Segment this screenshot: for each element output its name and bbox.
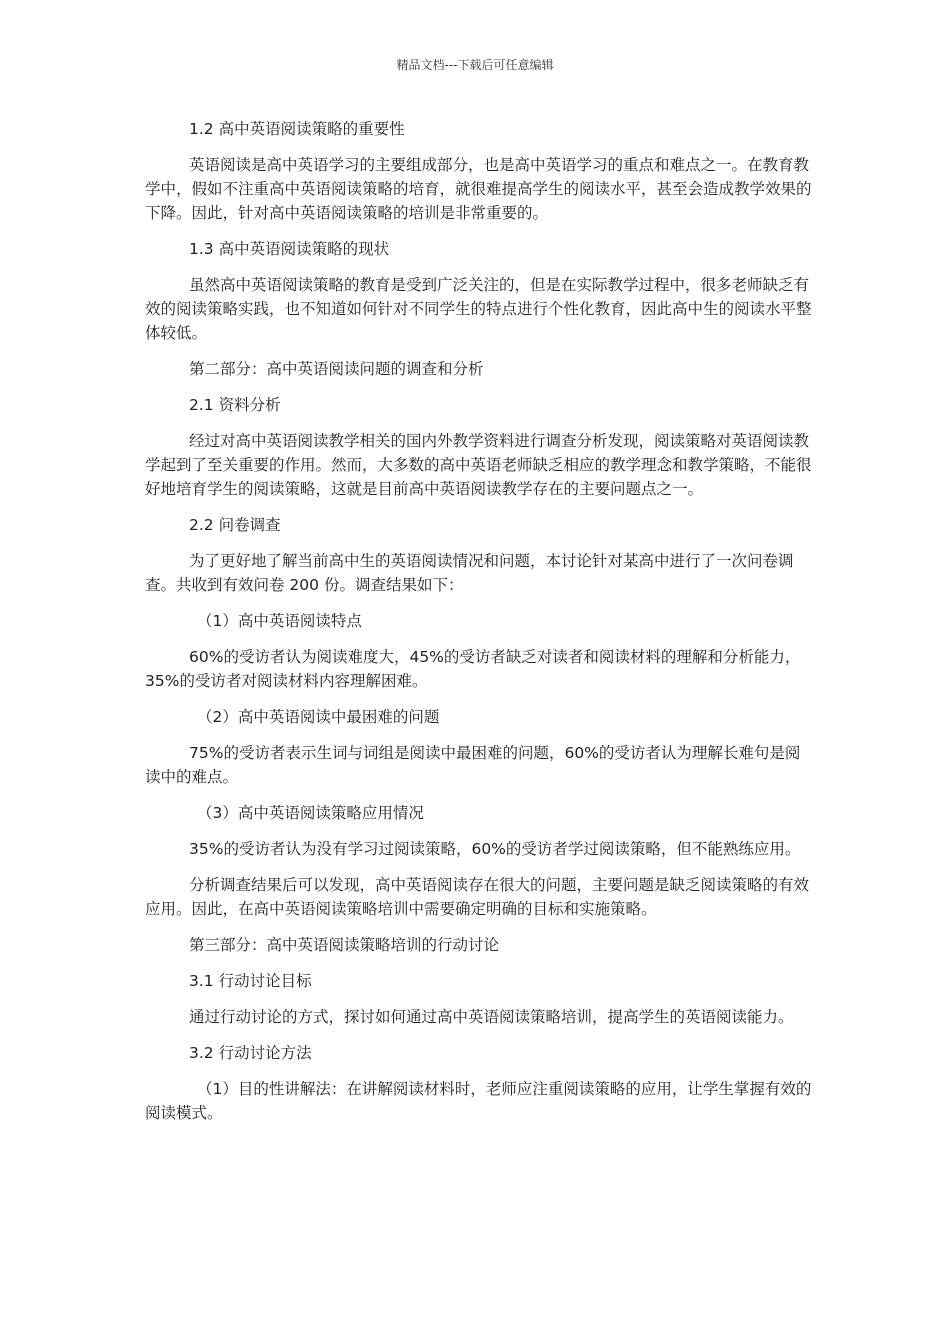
section-heading-2-1: 2.1 资料分析: [189, 396, 281, 414]
part-heading-2: 第二部分：高中英语阅读问题的调查和分析: [189, 360, 484, 378]
page-header-banner: 精品文档---下载后可任意编辑: [396, 58, 554, 72]
section-heading-3-2: 3.2 行动讨论方法: [189, 1044, 312, 1062]
survey-item-2-title: （2）高中英语阅读中最困难的问题: [197, 708, 440, 726]
paragraph-1-3: 虽然高中英语阅读策略的教育是受到广泛关注的，但是在实际教学过程中，很多老师缺乏有效的阅读策略实践，也不知道如何针对不同学生的特点进行个性化教育，因此高中生的阅读水平整体较低。: [145, 276, 812, 342]
paragraph-1-2: 英语阅读是高中英语学习的主要组成部分，也是高中英语学习的重点和难点之一。在教育教学中，假如不注重高中英语阅读策略的培育，就很难提高学生的阅读水平，甚至会造成教学效果的下降。因此，针对高中英语阅读策略的培训是非常重要的。: [145, 156, 812, 222]
survey-item-1-text: 60%的受访者认为阅读难度大，45%的受访者缺乏对读者和阅读材料的理解和分析能力，35%的受访者对阅读材料内容理解困难。: [145, 648, 801, 690]
method-item-1: （1）目的性讲解法：在讲解阅读材料时，老师应注重阅读策略的应用，让学生掌握有效的阅读模式。: [145, 1080, 812, 1122]
paragraph-2-2: 为了更好地了解当前高中生的英语阅读情况和问题，本讨论针对某高中进行了一次问卷调查。共收到有效问卷 200 份。调查结果如下：: [145, 552, 794, 594]
analysis-paragraph: 分析调查结果后可以发现，高中英语阅读存在很大的问题，主要问题是缺乏阅读策略的有效应用。因此，在高中英语阅读策略培训中需要确定明确的目标和实施策略。: [145, 876, 810, 918]
paragraph-3-1: 通过行动讨论的方式，探讨如何通过高中英语阅读策略培训，提高学生的英语阅读能力。: [189, 1008, 794, 1026]
section-heading-1-2: 1.2 高中英语阅读策略的重要性: [189, 120, 405, 138]
section-heading-1-3: 1.3 高中英语阅读策略的现状: [189, 240, 390, 258]
part-heading-3: 第三部分：高中英语阅读策略培训的行动讨论: [189, 936, 500, 954]
survey-item-3-text: 35%的受访者认为没有学习过阅读策略，60%的受访者学过阅读策略，但不能熟练应用。: [189, 840, 801, 858]
section-heading-3-1: 3.1 行动讨论目标: [189, 972, 312, 990]
paragraph-2-1: 经过对高中英语阅读教学相关的国内外教学资料进行调查分析发现，阅读策略对英语阅读教学起到了至关重要的作用。然而，大多数的高中英语老师缺乏相应的教学理念和教学策略，不能很好地培育学生的阅读策略，这就是目前高中英语阅读教学存在的主要问题点之一。: [145, 432, 812, 498]
survey-item-1-title: （1）高中英语阅读特点: [197, 612, 362, 630]
survey-item-2-text: 75%的受访者表示生词与词组是阅读中最困难的问题，60%的受访者认为理解长难句是阅读中的难点。: [145, 744, 801, 786]
document-body: [145, 117, 813, 1137]
survey-item-3-title: （3）高中英语阅读策略应用情况: [197, 804, 424, 822]
section-heading-2-2: 2.2 问卷调查: [189, 516, 281, 534]
